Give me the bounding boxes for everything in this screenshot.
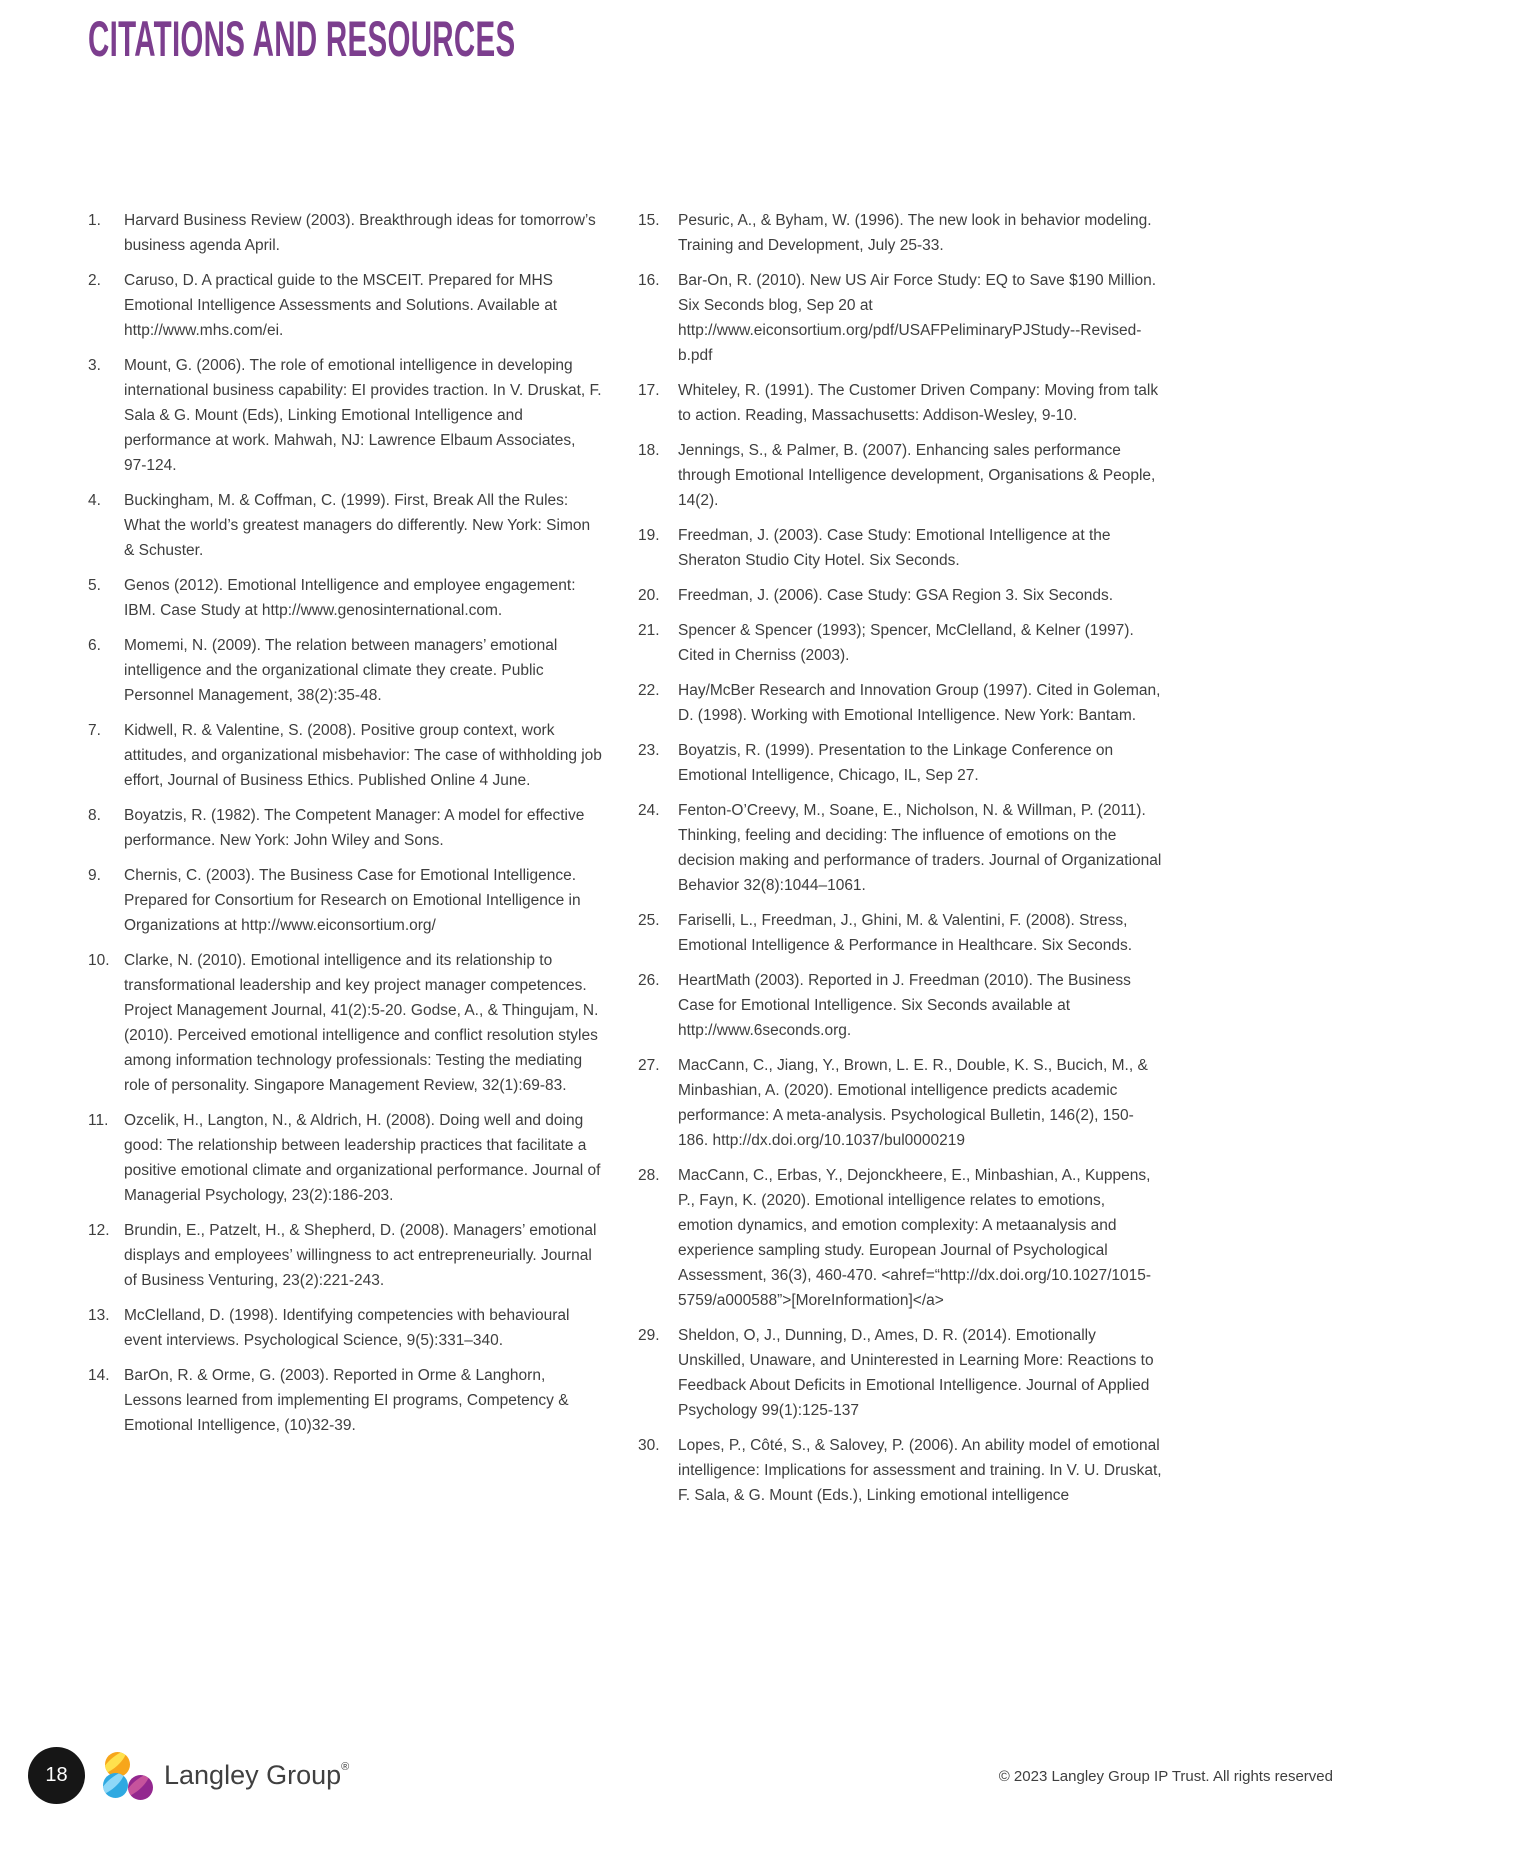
- citation-number: 2.: [88, 272, 101, 289]
- citation-number: 7.: [88, 722, 101, 739]
- citation-number: 21.: [638, 622, 660, 639]
- citation-item: [638, 523, 1162, 573]
- citation-item: [88, 208, 602, 258]
- citation-item: [638, 968, 1162, 1043]
- citation-item: [638, 618, 1162, 668]
- citation-item: [88, 1363, 602, 1438]
- citation-text: HeartMath (2003). Reported in J. Freedman (2010). The Business Case for Emotional Intelligence. Six Seconds available at http://www.6seconds.org.: [678, 972, 1131, 1039]
- page-number-badge: [28, 1747, 85, 1804]
- citation-number: 5.: [88, 577, 101, 594]
- citation-number: 29.: [638, 1327, 660, 1344]
- citation-item: [638, 438, 1162, 513]
- citation-number: 24.: [638, 802, 660, 819]
- citation-text: McClelland, D. (1998). Identifying competencies with behavioural event interviews. Psychological Science, 9(5):331–340.: [124, 1307, 570, 1349]
- citation-item: [638, 908, 1162, 958]
- citation-number: 11.: [88, 1112, 109, 1129]
- citation-number: 27.: [638, 1057, 660, 1074]
- citation-text: MacCann, C., Erbas, Y., Dejonckheere, E., Minbashian, A., Kuppens, P., Fayn, K. (2020). Emotional intelligence relates to emotions, emotion dynamics, and emotion complexity: A metaanalysis and experience sampling study. European Journal of Psychological Assessment, 36(3), 460-470. <ahref=“http://dx.doi.org/10.1027/1015-5759/a000588”>[MoreInformation]</a>: [678, 1167, 1152, 1309]
- citation-number: 9.: [88, 867, 101, 884]
- citation-item: [88, 863, 602, 938]
- citation-number: 8.: [88, 807, 101, 824]
- citation-text: Caruso, D. A practical guide to the MSCEIT. Prepared for MHS Emotional Intelligence Assessments and Solutions. Available at http://www.mhs.com/ei.: [124, 272, 558, 339]
- citation-text: Whiteley, R. (1991). The Customer Driven Company: Moving from talk to action. Reading, Massachusetts: Addison-Wesley, 9-10.: [678, 382, 1159, 424]
- page-title: CITATIONS AND RESOURCES: [88, 11, 516, 67]
- citation-item: [88, 948, 602, 1098]
- citation-text: Fariselli, L., Freedman, J., Ghini, M. & Valentini, F. (2008). Stress, Emotional Intelligence & Performance in Healthcare. Six Seconds.: [678, 912, 1133, 954]
- citation-item: [638, 268, 1162, 368]
- citation-text: Pesuric, A., & Byham, W. (1996). The new look in behavior modeling. Training and Development, July 25-33.: [678, 212, 1152, 254]
- citation-item: [638, 798, 1162, 898]
- citation-text: Sheldon, O, J., Dunning, D., Ames, D. R. (2014). Emotionally Unskilled, Unaware, and Uninterested in Learning More: Reactions to Feedback About Deficits in Emotional Intelligence. Journal of Applied Psychology 99(1):125-137: [678, 1327, 1154, 1419]
- citation-item: [638, 208, 1162, 258]
- citation-text: Buckingham, M. & Coffman, C. (1999). First, Break All the Rules: What the world’s greatest managers do differently. New York: Simon & Schuster.: [124, 492, 591, 559]
- citation-number: 23.: [638, 742, 660, 759]
- citation-item: [88, 1303, 602, 1353]
- copyright-text: © 2023 Langley Group IP Trust. All rights reserved: [998, 1768, 1333, 1785]
- logo-dot-blue-icon: [103, 1773, 128, 1798]
- citation-number: 14.: [88, 1367, 110, 1384]
- citation-text: Clarke, N. (2010). Emotional intelligence and its relationship to transformational leadership and key project manager competences. Project Management Journal, 41(2):5-20. Godse, A., & Thingujam, N. (2010). Perceived emotional intelligence and conflict resolution styles among information technology professionals: Testing the mediating role of personality. Singapore Management Review, 32(1):69-83.: [124, 952, 599, 1094]
- citation-text: Spencer & Spencer (1993); Spencer, McClelland, & Kelner (1997). Cited in Cherniss (2003).: [678, 622, 1134, 664]
- citation-text: Jennings, S., & Palmer, B. (2007). Enhancing sales performance through Emotional Intelligence development, Organisations & People, 14(2).: [678, 442, 1156, 509]
- citation-item: [638, 1323, 1162, 1423]
- logo-dot-purple-icon: [128, 1775, 153, 1800]
- citation-text: Freedman, J. (2003). Case Study: Emotional Intelligence at the Sheraton Studio City Hotel. Six Seconds.: [678, 527, 1111, 569]
- citation-text: MacCann, C., Jiang, Y., Brown, L. E. R., Double, K. S., Bucich, M., & Minbashian, A. (2020). Emotional intelligence predicts academic performance: A meta-analysis. Psychological Bulletin, 146(2), 150-186. http://dx.doi.org/10.1037/bul0000219: [678, 1057, 1148, 1149]
- citation-number: 20.: [638, 587, 660, 604]
- citation-text: Boyatzis, R. (1982). The Competent Manager: A model for effective performance. New York: John Wiley and Sons.: [124, 807, 585, 849]
- citation-number: 1.: [88, 212, 101, 229]
- logo-wordmark: Langley Group: [164, 1759, 342, 1790]
- citation-item: [88, 268, 602, 343]
- citation-text: Bar-On, R. (2010). New US Air Force Study: EQ to Save $190 Million. Six Seconds blog, Sep 20 at http://www.eiconsortium.org/pdf/USAFPeliminaryPJStudy--Revised-b.pdf: [678, 272, 1157, 364]
- citation-text: Fenton-O’Creevy, M., Soane, E., Nicholson, N. & Willman, P. (2011). Thinking, feeling and deciding: The influence of emotions on the decision making and performance of traders. Journal of Organizational Behavior 32(8):1044–1061.: [678, 802, 1162, 894]
- citation-number: 13.: [88, 1307, 110, 1324]
- citation-text: Chernis, C. (2003). The Business Case for Emotional Intelligence. Prepared for Consortium for Research on Emotional Intelligence in Organizations at http://www.eiconsortium.org/: [124, 867, 581, 934]
- citation-text: Momemi, N. (2009). The relation between managers’ emotional intelligence and the organizational climate they create. Public Personnel Management, 38(2):35-48.: [124, 637, 558, 704]
- citation-item: [88, 718, 602, 793]
- citation-number: 15.: [638, 212, 660, 229]
- page-number: 18: [45, 1764, 68, 1786]
- citation-text: Lopes, P., Côté, S., & Salovey, P. (2006). An ability model of emotional intelligence: Implications for assessment and training. In V. U. Druskat, F. Sala, & G. Mount (Eds.), Linking emotional intelligence: [678, 1437, 1162, 1504]
- citation-item: [88, 488, 602, 563]
- citation-text: Kidwell, R. & Valentine, S. (2008). Positive group context, work attitudes, and organizational misbehavior: The case of withholding job effort, Journal of Business Ethics. Published Online 4 June.: [124, 722, 602, 789]
- citation-item: [638, 378, 1162, 428]
- citations-right-column: [638, 208, 1162, 1518]
- citation-number: 17.: [638, 382, 660, 399]
- citation-item: [638, 1053, 1162, 1153]
- citation-text: Freedman, J. (2006). Case Study: GSA Region 3. Six Seconds.: [678, 587, 1114, 604]
- citation-item: [88, 1218, 602, 1293]
- citation-number: 4.: [88, 492, 101, 509]
- citation-text: BarOn, R. & Orme, G. (2003). Reported in Orme & Langhorn, Lessons learned from implementing EI programs, Competency & Emotional Intelligence, (10)32-39.: [124, 1367, 569, 1434]
- citation-text: Boyatzis, R. (1999). Presentation to the Linkage Conference on Emotional Intelligence, Chicago, IL, Sep 27.: [678, 742, 1114, 784]
- citation-number: 28.: [638, 1167, 660, 1184]
- citation-number: 25.: [638, 912, 660, 929]
- citation-item: [88, 633, 602, 708]
- citation-item: [638, 678, 1162, 728]
- citation-item: [638, 1433, 1162, 1508]
- citation-item: [638, 738, 1162, 788]
- citations-left-column: [88, 208, 602, 1448]
- citation-number: 30.: [638, 1437, 660, 1454]
- registered-trademark-symbol: ®: [341, 1760, 350, 1773]
- citation-text: Ozcelik, H., Langton, N., & Aldrich, H. (2008). Doing well and doing good: The relationship between leadership practices that facilitate a positive emotional climate and organizational performance. Journal of Managerial Psychology, 23(2):186-203.: [124, 1112, 601, 1204]
- logo-text: [164, 1760, 349, 1791]
- citation-number: 22.: [638, 682, 660, 699]
- langley-group-logo: [103, 1748, 349, 1802]
- citation-text: Harvard Business Review (2003). Breakthrough ideas for tomorrow’s business agenda April.: [124, 212, 596, 254]
- citation-number: 10.: [88, 952, 110, 969]
- citation-item: [88, 803, 602, 853]
- citation-number: 3.: [88, 357, 101, 374]
- citation-number: 18.: [638, 442, 660, 459]
- citation-item: [638, 583, 1162, 608]
- citation-item: [88, 1108, 602, 1208]
- citation-text: Brundin, E., Patzelt, H., & Shepherd, D. (2008). Managers’ emotional displays and employees’ willingness to act entrepreneurially. Journal of Business Venturing, 23(2):221-243.: [124, 1222, 597, 1289]
- citation-item: [88, 573, 602, 623]
- citation-number: 12.: [88, 1222, 110, 1239]
- citation-number: 6.: [88, 637, 101, 654]
- citation-text: Mount, G. (2006). The role of emotional intelligence in developing international business capability: EI provides traction. In V. Druskat, F. Sala & G. Mount (Eds), Linking Emotional Intelligence and performance at work. Mahwah, NJ: Lawrence Elbaum Associates, 97-124.: [124, 357, 602, 474]
- langley-logo-icon: [103, 1750, 155, 1800]
- citation-text: Genos (2012). Emotional Intelligence and employee engagement: IBM. Case Study at http://www.genosinternational.com.: [124, 577, 576, 619]
- citation-number: 16.: [638, 272, 660, 289]
- citation-number: 26.: [638, 972, 660, 989]
- citation-item: [88, 353, 602, 478]
- citation-number: 19.: [638, 527, 660, 544]
- citation-text: Hay/McBer Research and Innovation Group (1997). Cited in Goleman, D. (1998). Working with Emotional Intelligence. New York: Bantam.: [678, 682, 1161, 724]
- citation-item: [638, 1163, 1162, 1313]
